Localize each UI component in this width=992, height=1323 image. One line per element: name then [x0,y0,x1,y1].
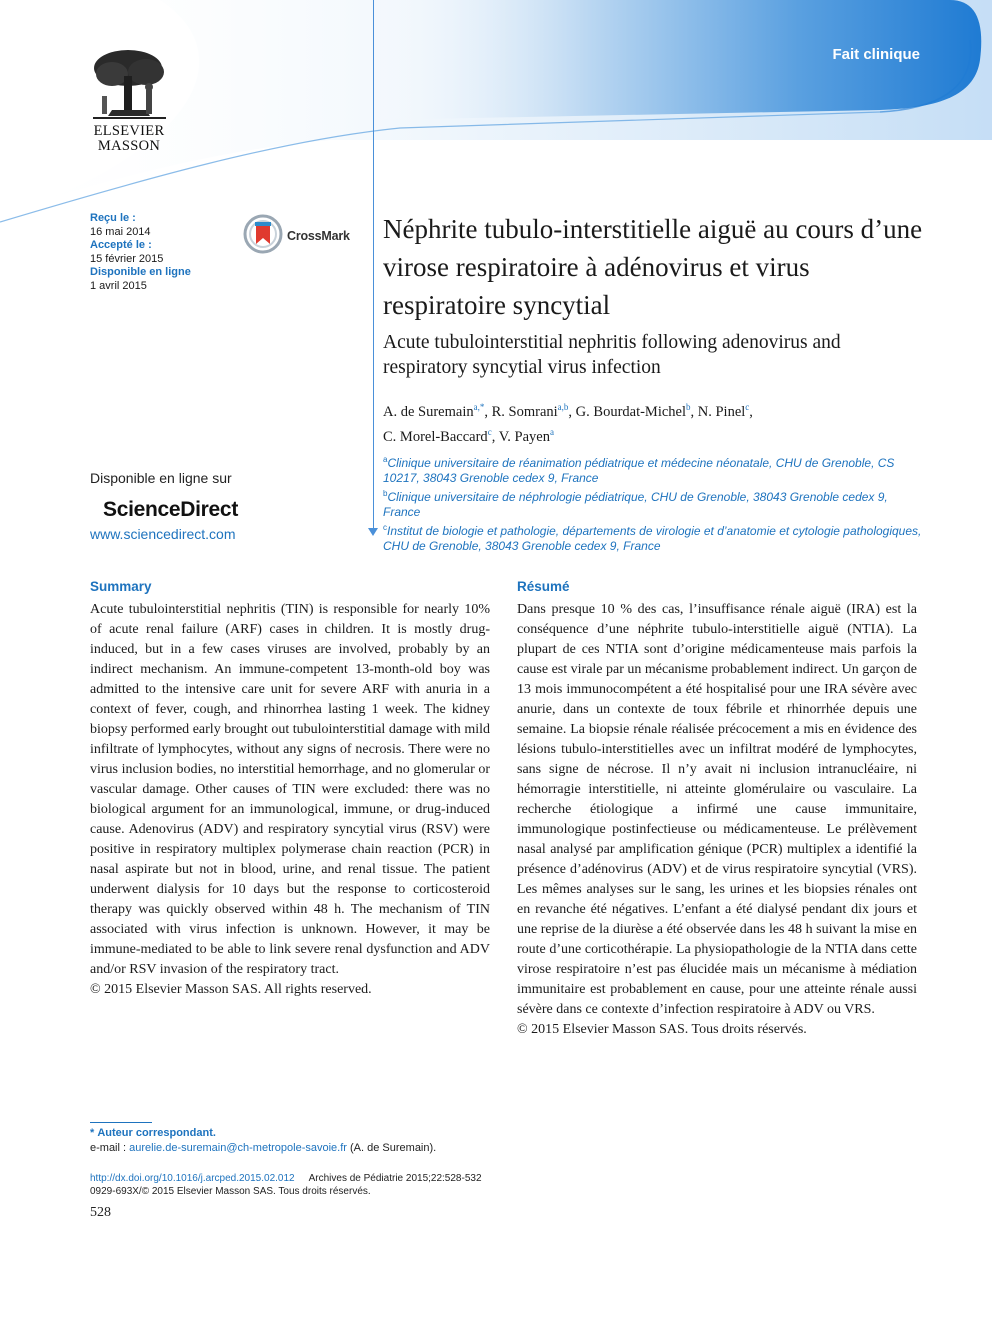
issn-line: 0929-693X/© 2015 Elsevier Masson SAS. Tous droits réservés. [90,1186,371,1197]
author: N. Pinel$^c$, [697,402,753,420]
journal-citation: Archives de Pédiatrie 2015;22:528-532 [308,1173,482,1184]
article-dates [90,212,230,293]
author: R. Somrani$^{a,b}$, [491,402,576,420]
section-tag: Fait clinique [832,46,920,63]
elsevier-tree-logo [88,46,170,122]
crossmark-icon[interactable] [243,214,283,254]
doi-link[interactable]: http://dx.doi.org/10.1016/j.arcped.2015.02.012 [90,1173,295,1184]
vertical-rule [373,0,374,530]
corresponding-label: Auteur correspondant. [97,1127,216,1139]
rule-arrow-icon [368,528,378,536]
summary-text: Acute tubulointerstitial nephritis (TIN) is responsible for nearly 10% of acute renal failure (ARF) cases in children. It is mostly drug-induced, but in a few cases viruses are involved, probably by an indirect mechanism. An immune-competent 13-month-old boy was admitted to the intensive care unit for severe ARF with anuria in a context of fever, cough, and rhinorrhea lasting 1 week. The kidney biopsy performed early brought out tubulointerstitial damage with mild infiltrate of lymphocytes, without any signs of necrosis. There were no virus inclusion bodies, no interstitial hemorrhage, and no glomerular or vascular damage. Other causes of TIN were excluded: there was no biological argument for an immunological, immune, or drug-induced cause. Adenovirus (ADV) and respiratory syncytial virus (RSV) were positive in respiratory multiplex polymerase chain reaction (PCR) in nasal aspirate but not in blood, urine, and renal tissue. The patient underwent dialysis for 10 days but the response to corticosteroid therapy was quickly observed within 48 h. The mechanism of TIN associated with virus infection is unknown. However, it may be immune-mediated to be able to link severe renal dysfunction and ADV and/or RSV invasion of the respiratory tract. [90,602,490,977]
crossmark-label[interactable]: CrossMark [287,229,350,243]
summary-body [90,600,490,1000]
summary-copyright: © 2015 Elsevier Masson SAS. All rights reserved. [90,982,372,997]
affiliations [383,452,923,554]
affiliation: $^b$Clinique universitaire de néphrologie pédiatrique, CHU de Grenoble, 38043 Grenoble cedex 9, France [383,489,888,519]
resume-heading: Résumé [517,579,570,594]
publisher-name [88,124,170,154]
corresponding-author-note [90,1126,436,1156]
online-date: 1 avril 2015 [90,279,147,292]
resume-body [517,600,917,1040]
received-date: 16 mai 2014 [90,225,151,238]
sciencedirect-link[interactable]: www.sciencedirect.com [90,526,236,542]
title-english: Acute tubulointerstitial nephritis following adenovirus and respiratory syncytial virus infection [383,332,841,378]
resume-text: Dans presque 10 % des cas, l’insuffisance rénale aiguë (IRA) est la conséquence d’une néphrite tubulo-interstitielle aiguë (NTIA). La plupart de ces NTIA sont d’origine médicamenteuse mais parfois la cause est virale par un mécanisme probablement indirect. Un garçon de 13 mois immunocompétent a été hospitalisé pour une IRA sévère avec anurie, dans un contexte de toux fébrile et rhinorrhée depuis une semaine. La biopsie rénale réalisée précocement a mis en évidence des lésions tubulo-interstitielles avec un infiltrat modéré de lymphocytes, sans signe de nécrose. Il n’y avait ni inclusion intranucléaire, ni hémorragie interstitielle, ni atteinte glomérulaire ou vasculaire. La recherche étiologique a infirmé une cause immunitaire, immunologique postinfectieuse ou médicamenteuse. Le prélèvement nasal analysé par amplification génique (PCR) multiplex a identifié la présence d’adénovirus (ADV) et de virus respiratoire syncytial (VRS). Les mêmes analyses sur le sang, les urines et les biopsies rénales ont en revanche été négatives. L’enfant a été dialysé pendant dix jours et une reprise de la diurèse a été observée dans les 48 h suivant la mise en route d’une corticothérapie. La physiopathologie de la NTIA dans cette virose respiratoire n’est pas élucidée mais un mécanisme à médiation immunitaire est probablement en cause, pour une atteinte rénale aussi sévère dans ce contexte d’infection respiratoire à ADV ou VRS. [517,602,918,1017]
corresponding-mark: * [90,1127,95,1139]
online-label: Disponible en ligne [90,266,191,278]
email-owner: (A. de Suremain). [350,1142,437,1154]
title-french: Néphrite tubulo-interstitielle aiguë au cours d’une virose respiratoire à adénovirus et virus respiratoire syncytial [383,214,923,320]
affiliation: $^c$Institut de biologie et pathologie, départements de virologie et d’anatomie et cytologie pathologiques, CHU de Grenoble, 38043 Grenoble cedex 9, France [383,523,922,553]
author: C. Morel-Baccard$^c$, [383,426,499,445]
affiliation: $^a$Clinique universitaire de réanimation pédiatrique et médecine néonatale, CHU de Grenoble, CS 10217, 38043 Grenoble cedex 9, France [383,455,895,485]
summary-heading: Summary [90,579,152,594]
author: A. de Suremain$^{a,*}$, [383,402,492,420]
resume-copyright: © 2015 Elsevier Masson SAS. Tous droits réservés. [517,1022,807,1037]
availability-label: Disponible en ligne sur [90,470,232,486]
publication-info [90,1172,482,1198]
author: V. Payen$^a$ [498,426,554,445]
received-label: Reçu le : [90,212,136,224]
accepted-label: Accepté le : [90,239,152,251]
page-number: 528 [90,1205,111,1220]
footnote-rule [90,1122,152,1123]
sciencedirect-logo[interactable]: ScienceDirect [103,498,239,521]
publisher-line1: ELSEVIER [93,123,165,139]
author: G. Bourdat-Michel$^b$, [575,402,698,420]
publisher-line2: MASSON [97,138,161,154]
email-label: e-mail : [90,1142,127,1154]
email-link[interactable]: aurelie.de-suremain@ch-metropole-savoie.fr [129,1142,347,1154]
accepted-date: 15 février 2015 [90,252,164,265]
author-list [383,397,923,447]
